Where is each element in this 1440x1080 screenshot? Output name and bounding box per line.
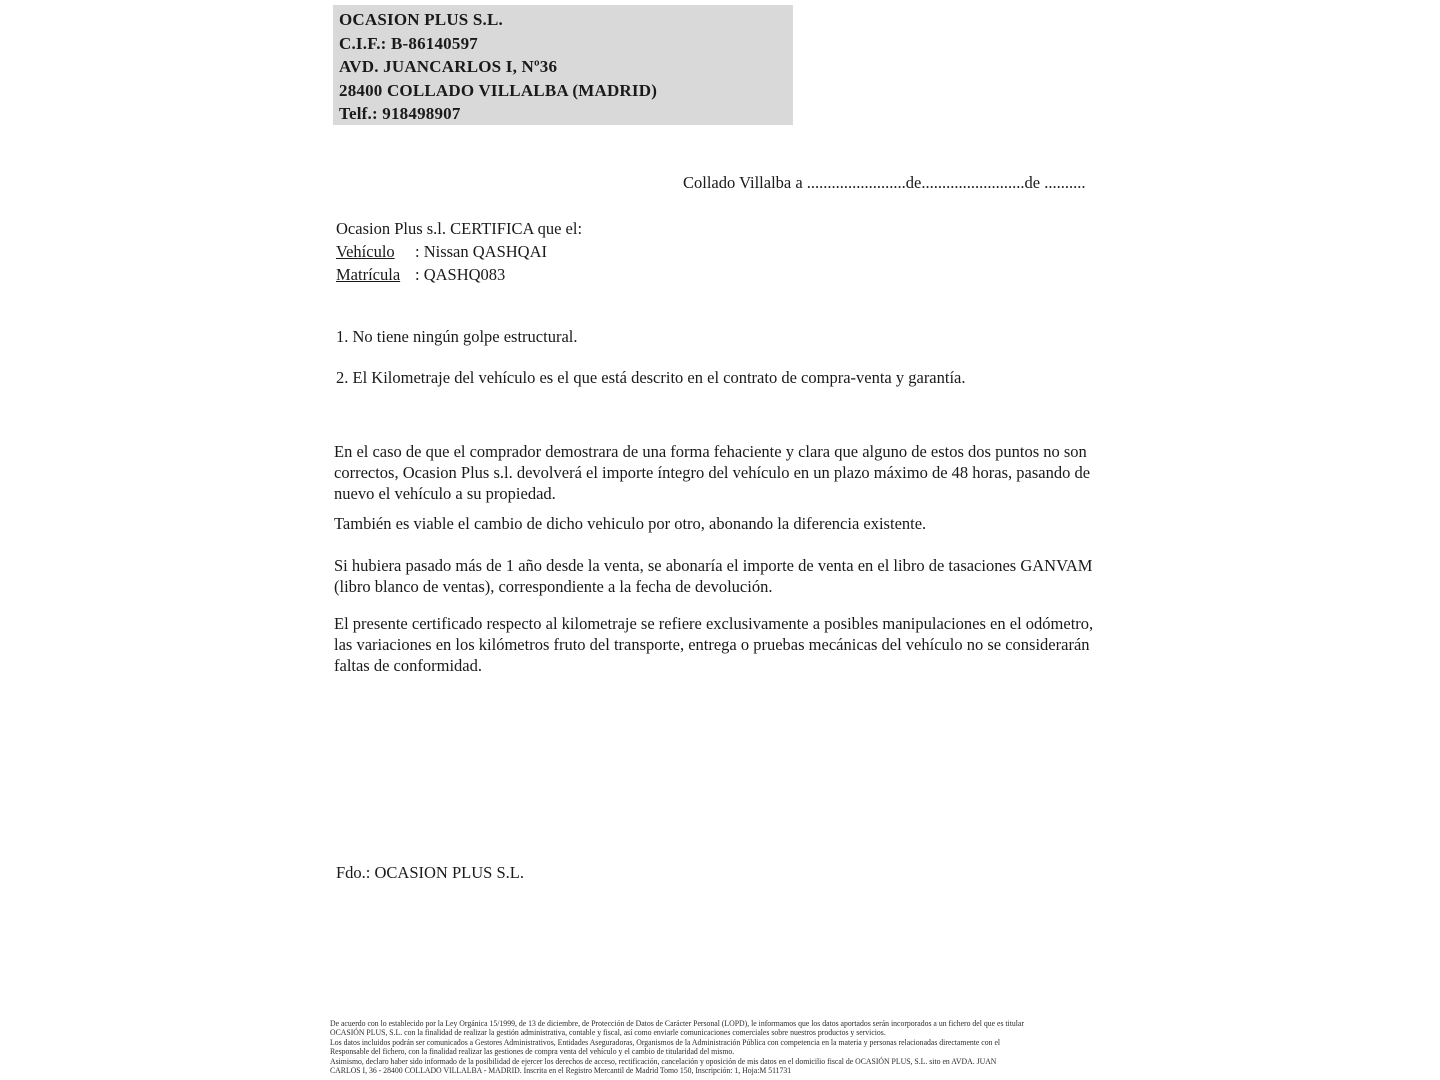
- vehicle-label: Vehículo: [336, 242, 395, 261]
- company-phone: Telf.: 918498907: [339, 104, 461, 123]
- company-letterhead: [333, 5, 793, 125]
- legal-line-2: OCASIÓN PLUS, S.L. con la finalidad de realizar la gestión administrativa, contable y fiscal, así como enviarle comunicaciones comerciales sobre nuestros productos y servicios.: [330, 1028, 886, 1038]
- plate-label: Matrícula: [336, 265, 401, 284]
- point-1: 1. No tiene ningún golpe estructural.: [336, 327, 578, 346]
- legal-line-6: CARLOS I, 36 - 28400 COLLADO VILLALBA - MADRID. Inscrita en el Registro Mercantil de Madrid Tomo 150, Inscripción: 1, Hoja:M 511731: [330, 1066, 792, 1076]
- date-line: Collado Villalba a ........................de.........................de ..........: [683, 173, 1086, 192]
- paragraph-refund: En el caso de que el comprador demostrara de una forma fehaciente y clara que alguno de estos dos puntos no son correctos, Ocasion Plus s.l. devolverá el importe íntegro del vehículo en un plazo máximo de 48 horas, pasando de nuevo el vehículo a su propiedad.: [334, 442, 1091, 503]
- vehicle-value: : Nissan QASHQAI: [415, 242, 547, 261]
- vehicle-row: [336, 240, 582, 263]
- plate-row: [336, 263, 582, 286]
- paragraph-exchange: También es viable el cambio de dicho vehiculo por otro, abonando la diferencia existente.: [334, 514, 927, 533]
- company-name: OCASION PLUS S.L.: [339, 10, 503, 29]
- legal-line-3: Los datos incluidos podrán ser comunicados a Gestores Administrativos, Entidades Aseguradoras, Organismos de la Administración Pública con competencia en la materia y personas relacionadas directamente con el: [330, 1037, 1001, 1047]
- certification-block: [336, 217, 582, 286]
- legal-line-4: Responsable del fichero, con la finalidad realizar las gestiones de compra venta del vehículo y el cambio de titularidad del mismo.: [330, 1047, 735, 1057]
- company-city: 28400 COLLADO VILLALBA (MADRID): [339, 80, 658, 100]
- legal-footer: [330, 1019, 1120, 1075]
- certifica-intro: Ocasion Plus s.l. CERTIFICA que el:: [336, 219, 583, 238]
- signature-line: Fdo.: OCASION PLUS S.L.: [336, 863, 524, 882]
- company-cif: C.I.F.: B-86140597: [339, 33, 478, 53]
- paragraph-ganvam: Si hubiera pasado más de 1 año desde la venta, se abonaría el importe de venta en el libro de tasaciones GANVAM (libro blanco de ventas), correspondiente a la fecha de devolución.: [334, 556, 1093, 596]
- legal-line-5: Asimismo, declaro haber sido informado de la posibilidad de ejercer los derechos de acceso, rectificación, cancelación y oposición de mis datos en el domicilio fiscal de OCASIÓN PLUS, S.L. sito en AVDA. JUAN: [330, 1056, 997, 1066]
- company-address: AVD. JUANCARLOS I, Nº36: [339, 57, 558, 76]
- point-2: 2. El Kilometraje del vehículo es el que está descrito en el contrato de compra-venta y garantía.: [336, 368, 966, 387]
- paragraph-odometer: El presente certificado respecto al kilometraje se refiere exclusivamente a posibles manipulaciones en el odómetro, las variaciones en los kilómetros fruto del transporte, entrega o pruebas mecánicas del vehículo no se considerarán faltas de conformidad.: [334, 614, 1094, 675]
- plate-value: : QASHQ083: [415, 265, 506, 284]
- legal-line-1: De acuerdo con lo establecido por la Ley Orgánica 15/1999, de 13 de diciembre, de Protección de Datos de Carácter Personal (LOPD), le informamos que los datos aportados serán incorporados a un fichero del que es titular: [330, 1019, 1024, 1028]
